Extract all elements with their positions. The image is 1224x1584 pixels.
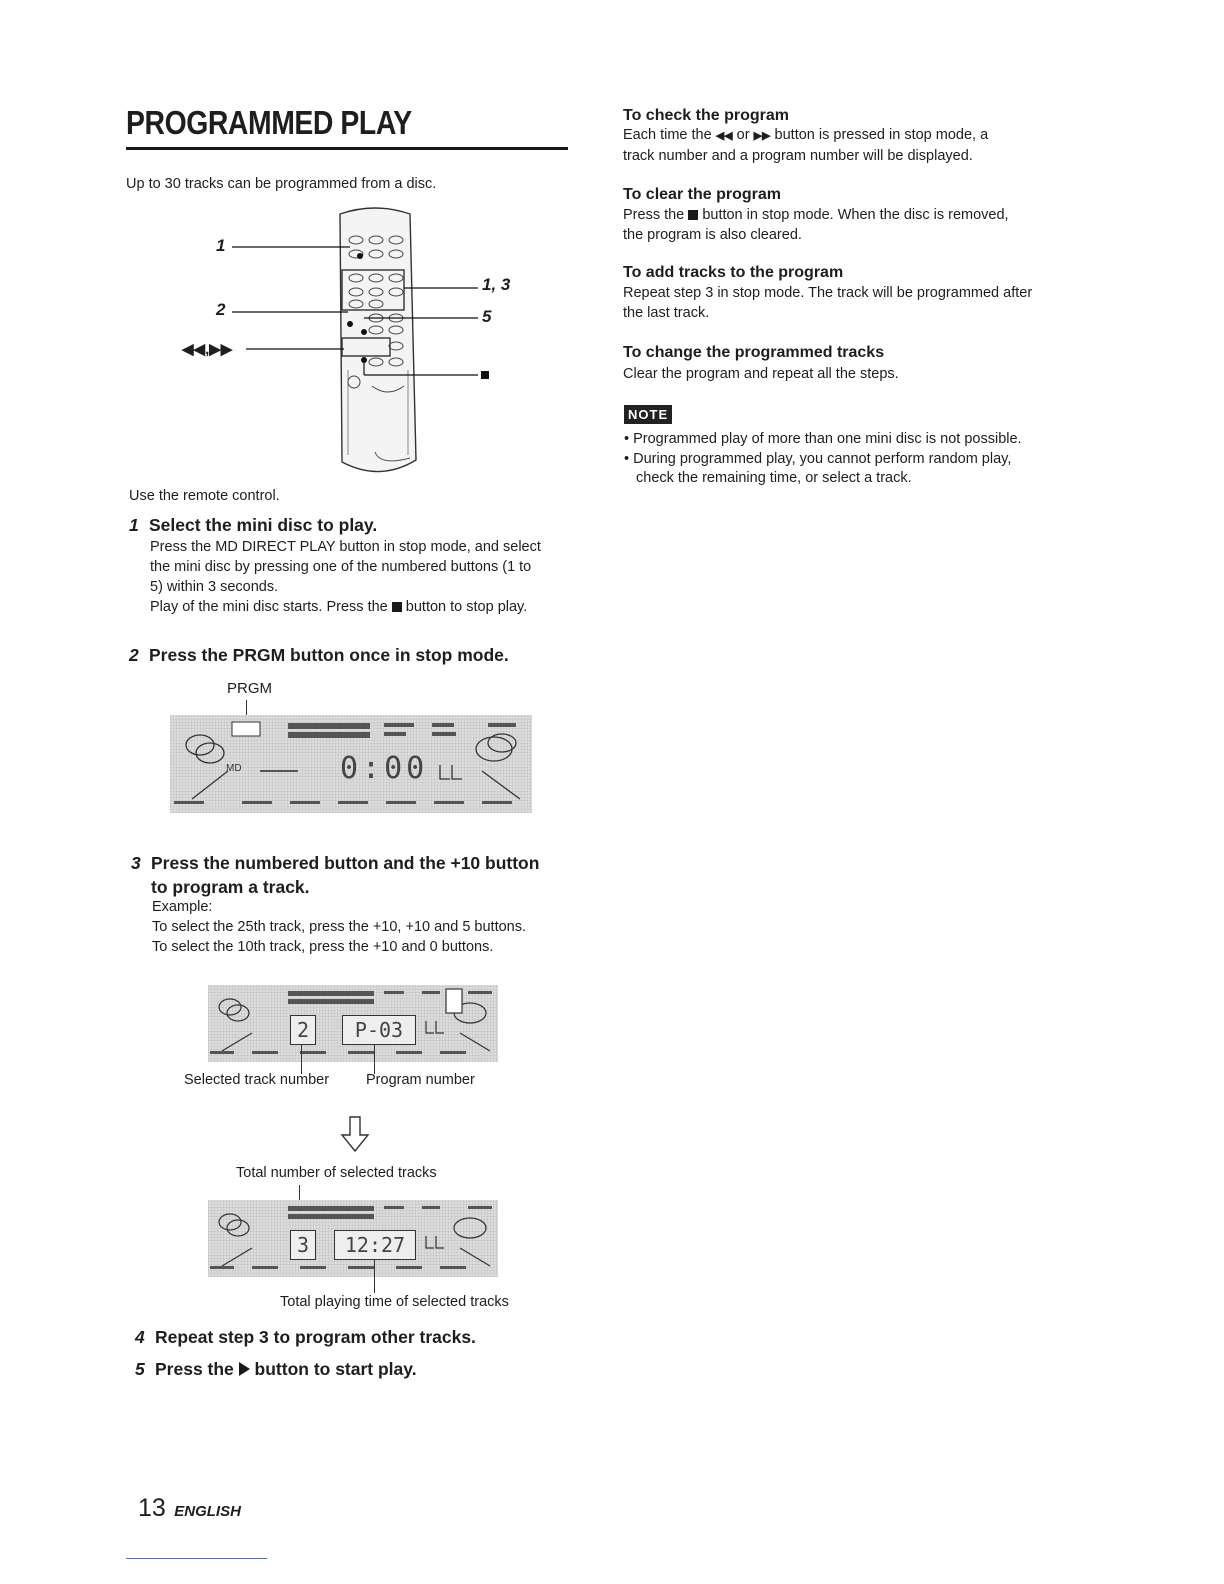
add-tracks-body: [623, 283, 1068, 323]
callout-2: 2: [216, 300, 226, 319]
clear-line1a: Press the: [623, 207, 685, 223]
step-5-title-b: button to start play.: [254, 1359, 417, 1379]
check-program-body: [623, 125, 1068, 166]
clear-line2: the program is also cleared.: [623, 227, 802, 243]
page-number: 13: [138, 1494, 166, 1522]
caption-total-time: Total playing time of selected tracks: [280, 1294, 509, 1310]
step-3-title-line1: Press the numbered button and the +10 button: [151, 853, 540, 873]
step-2-title: Press the PRGM button once in stop mode.: [149, 645, 509, 665]
change-tracks-body: Clear the program and repeat all the steps.: [623, 366, 899, 382]
caption-selected-track: Selected track number: [184, 1072, 330, 1088]
check-line1b: or: [736, 127, 750, 143]
language-label: ENGLISH: [174, 1503, 241, 1520]
step-1-number: 1: [129, 515, 139, 535]
rewind-icon: ◀◀: [715, 130, 733, 142]
check-line2: track number and a program number will be displayed.: [623, 148, 973, 164]
caption-program-number: Program number: [366, 1072, 475, 1088]
callout-skip: ◀◀,▶▶: [182, 341, 233, 358]
step-1-line: the mini disc by pressing one of the numbered buttons (1 to: [150, 559, 532, 575]
callout-1: 1: [216, 236, 226, 255]
step-2-number: 2: [129, 645, 139, 665]
play-icon: [239, 1362, 250, 1376]
add-line2: the last track.: [623, 305, 710, 321]
note-badge: NOTE: [624, 405, 672, 424]
lcd-total-time: 12:27: [334, 1230, 416, 1260]
note-bullet: • Programmed play of more than one mini disc is not possible.: [624, 431, 1022, 447]
program-leader: [374, 1044, 375, 1074]
step-5-number: 5: [135, 1359, 145, 1379]
step-3-title-line2: to program a track.: [151, 877, 310, 897]
clear-line1b: button in stop mode. When the disc is removed,: [702, 207, 1009, 223]
step-1-line: Press the MD DIRECT PLAY button in stop mode, and select: [150, 539, 541, 555]
total-time-leader: [374, 1259, 375, 1293]
note-list: [624, 430, 1064, 489]
step-4-title: Repeat step 3 to program other tracks.: [155, 1327, 476, 1347]
step-3-body: [152, 897, 582, 957]
lcd-time: 0:00: [340, 751, 429, 786]
lcd-md-label: MD: [226, 763, 242, 774]
prgm-label: PRGM: [227, 680, 272, 697]
step-1-line: [150, 597, 580, 617]
page-title: PROGRAMMED PLAY: [126, 104, 412, 141]
change-tracks-heading: To change the programmed tracks: [623, 344, 885, 361]
step-1-title: Select the mini disc to play.: [149, 515, 378, 535]
remote-illustration: [180, 200, 520, 490]
fast-forward-icon: ▶▶: [753, 130, 771, 142]
lcd-display-prgm: [170, 715, 532, 813]
down-arrow-icon: [340, 1115, 370, 1158]
clear-program-body: [623, 205, 1068, 245]
step-3-example-1: To select the 25th track, press the +10, +10 and 5 buttons.: [152, 919, 527, 935]
step-2-heading: [129, 645, 509, 666]
lcd-program-number: P-03: [342, 1015, 416, 1045]
note-bullet-continuation: check the remaining time, or select a track.: [636, 470, 912, 486]
callout-1-3: 1, 3: [482, 275, 511, 294]
note-bullet: • During programmed play, you cannot perform random play,: [624, 450, 1012, 467]
step-4-number: 4: [135, 1327, 145, 1347]
intro-text: Up to 30 tracks can be programmed from a disc.: [126, 176, 437, 192]
lcd-total-tracks: 3: [290, 1230, 316, 1260]
add-line1: Repeat step 3 in stop mode. The track will be programmed after: [623, 285, 1033, 301]
stop-button-icon: [688, 210, 698, 220]
lcd-display-program: [208, 985, 498, 1062]
step-4-heading: [135, 1327, 476, 1348]
step-1-heading: [129, 515, 377, 536]
step-5-title-a: Press the: [155, 1359, 234, 1379]
caption-total-tracks: Total number of selected tracks: [236, 1165, 437, 1181]
step-1-line4b: button to stop play.: [405, 599, 528, 615]
step-3-example-2: To select the 10th track, press the +10 and 0 buttons.: [152, 939, 494, 955]
check-line1a: Each time the: [623, 127, 712, 143]
add-tracks-heading: To add tracks to the program: [623, 264, 844, 281]
clear-program-heading: To clear the program: [623, 186, 781, 203]
step-3-number: 3: [131, 853, 141, 873]
check-line1c: button is pressed in stop mode, a: [774, 127, 989, 143]
step-1-line: 5) within 3 seconds.: [150, 579, 279, 595]
use-remote-text: Use the remote control.: [129, 488, 280, 504]
lcd-track-number: 2: [290, 1015, 316, 1045]
check-program-heading: To check the program: [623, 107, 789, 124]
step-5-heading: [135, 1359, 417, 1380]
page-footer: [138, 1494, 241, 1523]
track-leader: [301, 1044, 302, 1074]
step-3-heading: [131, 851, 581, 899]
stop-button-icon: [392, 602, 402, 612]
callout-5: 5: [482, 307, 492, 326]
note-bullet-text: Programmed play of more than one mini disc is not possible.: [633, 431, 1022, 447]
step-1-body: [150, 537, 580, 617]
lcd-display-total: [208, 1200, 498, 1277]
note-bullet-text: During programmed play, you cannot perform random play,: [633, 450, 1012, 467]
footer-rule: [126, 1558, 267, 1559]
title-rule: [126, 147, 568, 150]
step-3-example-label: Example:: [152, 899, 213, 915]
step-1-line4a: Play of the mini disc starts. Press the: [150, 599, 388, 615]
